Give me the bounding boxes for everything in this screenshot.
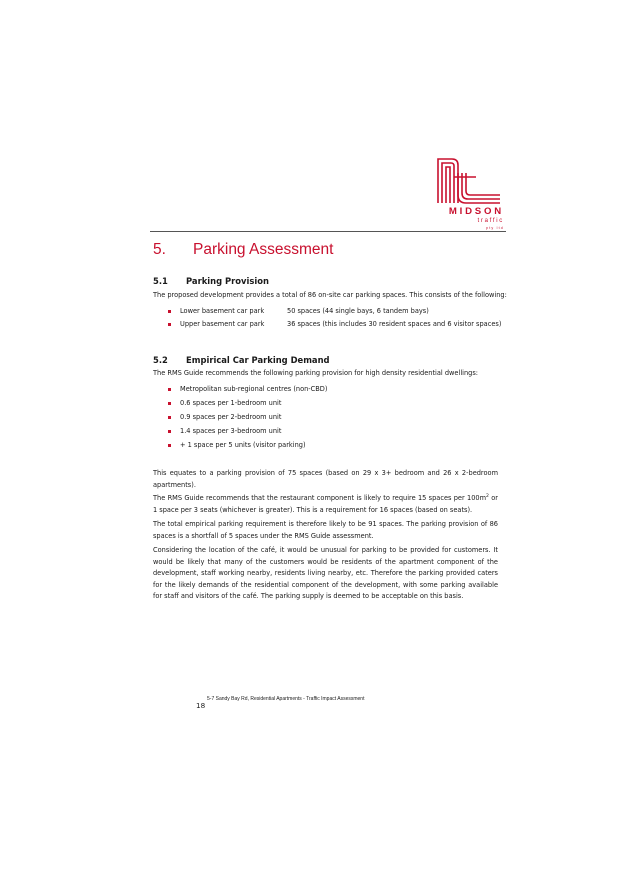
- footer-title: 5-7 Sandy Bay Rd, Residential Apartments - Traffic Impact Assessment: [207, 696, 365, 702]
- list-item-value: 50 spaces (44 single bays, 6 tandem bays): [287, 307, 429, 315]
- header-rule: [150, 231, 506, 232]
- subsection-heading-5-1: [153, 276, 269, 286]
- bullet-square-icon: [168, 310, 171, 313]
- paragraph-parking-provision: The proposed development provides a total of 86 on-site car parking spaces. This consists of the following:: [153, 291, 507, 299]
- list-item-label: Metropolitan sub-regional centres (non-CBD): [180, 385, 328, 393]
- list-item-label: 1.4 spaces per 3-bedroom unit: [180, 427, 282, 435]
- paragraph-total-requirement: The total empirical parking requirement is therefore likely to be 91 spaces. The parking provision of 86 spaces is a shortfall of 5 spaces under the RMS Guide assessment.: [153, 520, 498, 540]
- subsection-heading-5-2: [153, 355, 330, 365]
- list-item-label: 0.6 spaces per 1-bedroom unit: [180, 399, 282, 407]
- section-heading: [153, 241, 333, 259]
- paragraph-provision-equates: This equates to a parking provision of 75 spaces (based on 29 x 3+ bedroom and 26 x 2-bedroom apartments).: [153, 469, 498, 489]
- bullet-square-icon: [168, 388, 171, 391]
- bullet-square-icon: [168, 323, 171, 326]
- page-number: 18: [196, 701, 206, 710]
- subsection-title: Parking Provision: [186, 276, 269, 286]
- list-item-label: + 1 space per 5 units (visitor parking): [180, 441, 306, 449]
- bullet-square-icon: [168, 402, 171, 405]
- subsection-number: 5.1: [153, 276, 168, 286]
- list-item-label: Upper basement car park: [180, 320, 265, 328]
- list-item-label: 0.9 spaces per 2-bedroom unit: [180, 413, 282, 421]
- list-item-label: Lower basement car park: [180, 307, 265, 315]
- paragraph-empirical-demand: The RMS Guide recommends the following parking provision for high density residential dwellings:: [153, 369, 479, 377]
- subsection-title: Empirical Car Parking Demand: [186, 355, 330, 365]
- subsection-number: 5.2: [153, 355, 168, 365]
- paragraph-cafe-considerations: Considering the location of the café, it would be unusual for parking to be provided for customers. It would be likely that many of the customers would be residents of the apartment component of the development, staff working nearby, residents living nearby, etc. Therefore the parking provided caters for the likely demands of the residential component of the development, with some parking available for staff and visitors of the café. The parking supply is deemed to be acceptable on this basis.: [153, 546, 498, 600]
- section-title: Parking Assessment: [193, 241, 334, 258]
- paragraph-text: or 1 space per 3 seats (whichever is greater). This is a requirement for 16 spaces (based on seats).: [153, 494, 499, 514]
- logo-wordmark: MIDSON: [448, 206, 504, 217]
- superscript: 2: [486, 493, 489, 499]
- logo-subtext: traffic: [477, 218, 504, 224]
- paragraph-text: The RMS Guide recommends that the restaurant component is likely to require 15 spaces per 100m: [153, 494, 487, 502]
- logo-subtext-small: pty ltd: [486, 226, 504, 230]
- bullet-square-icon: [168, 430, 171, 433]
- section-number: 5.: [153, 241, 166, 258]
- list-item-value: 36 spaces (this includes 30 resident spaces and 6 visitor spaces): [287, 320, 502, 328]
- bullet-square-icon: [168, 444, 171, 447]
- paragraph-restaurant-component: [153, 493, 498, 516]
- bullet-square-icon: [168, 416, 171, 419]
